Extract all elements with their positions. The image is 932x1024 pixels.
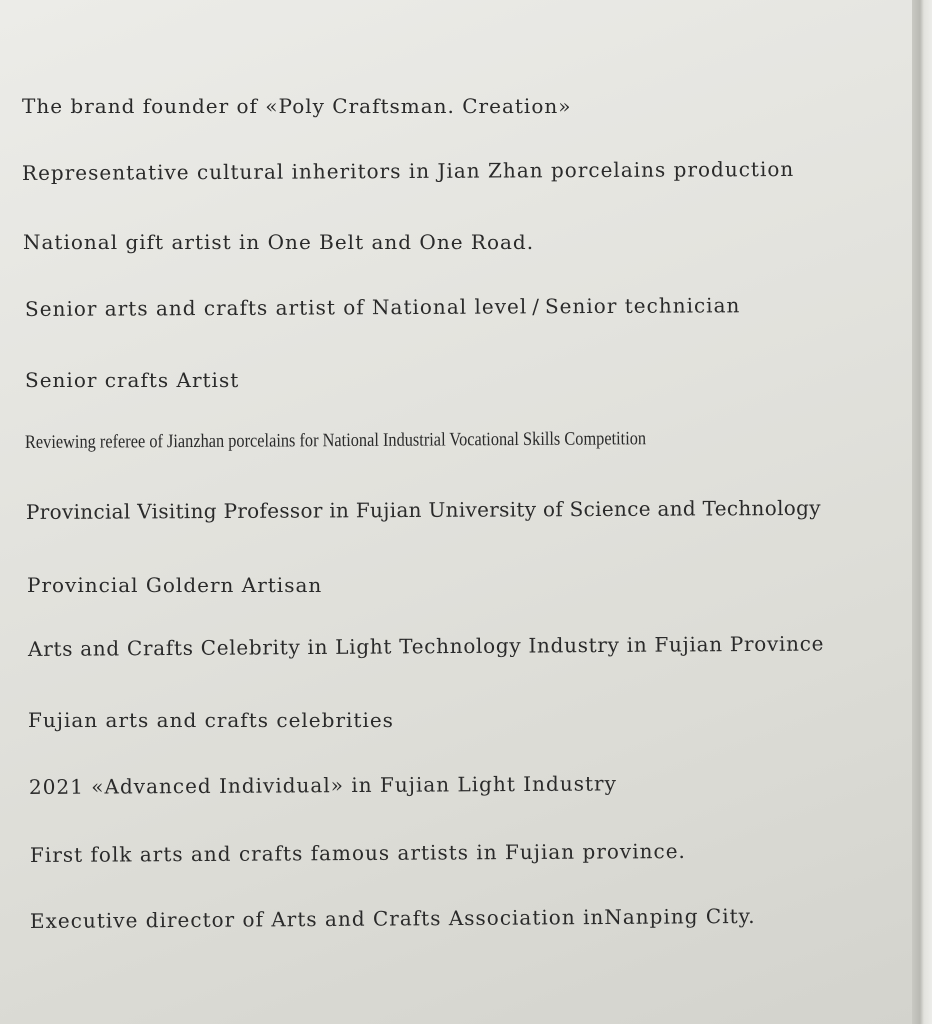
credential-line: Senior arts and crafts artist of National level / Senior technician [24,293,741,321]
credential-line: Reviewing referee of Jianzhan porcelains for National Industrial Vocational Skills Competition [24,428,647,453]
credential-line: 2021 «Advanced Individual» in Fujian Light Industry [28,771,617,799]
credential-line: Arts and Crafts Celebrity in Light Technology Industry in Fujian Province [27,631,825,661]
credential-line: Provincial Goldern Artisan [27,573,323,597]
credential-line: The brand founder of «Poly Craftsman. Creation» [22,94,572,118]
credential-line: Representative cultural inheritors in Jian Zhan porcelains production [21,156,795,185]
credential-line: Senior crafts Artist [25,368,240,392]
credential-line: National gift artist in One Belt and One Road. [23,230,535,254]
paper-edge [912,0,932,1024]
credential-line: Provincial Visiting Professor in Fujian University of Science and Technology [25,495,821,524]
credential-line: Fujian arts and crafts celebrities [28,708,394,732]
credential-line: Executive director of Arts and Crafts Association inNanping City. [29,903,756,933]
credential-line: First folk arts and crafts famous artists in Fujian province. [29,838,686,867]
